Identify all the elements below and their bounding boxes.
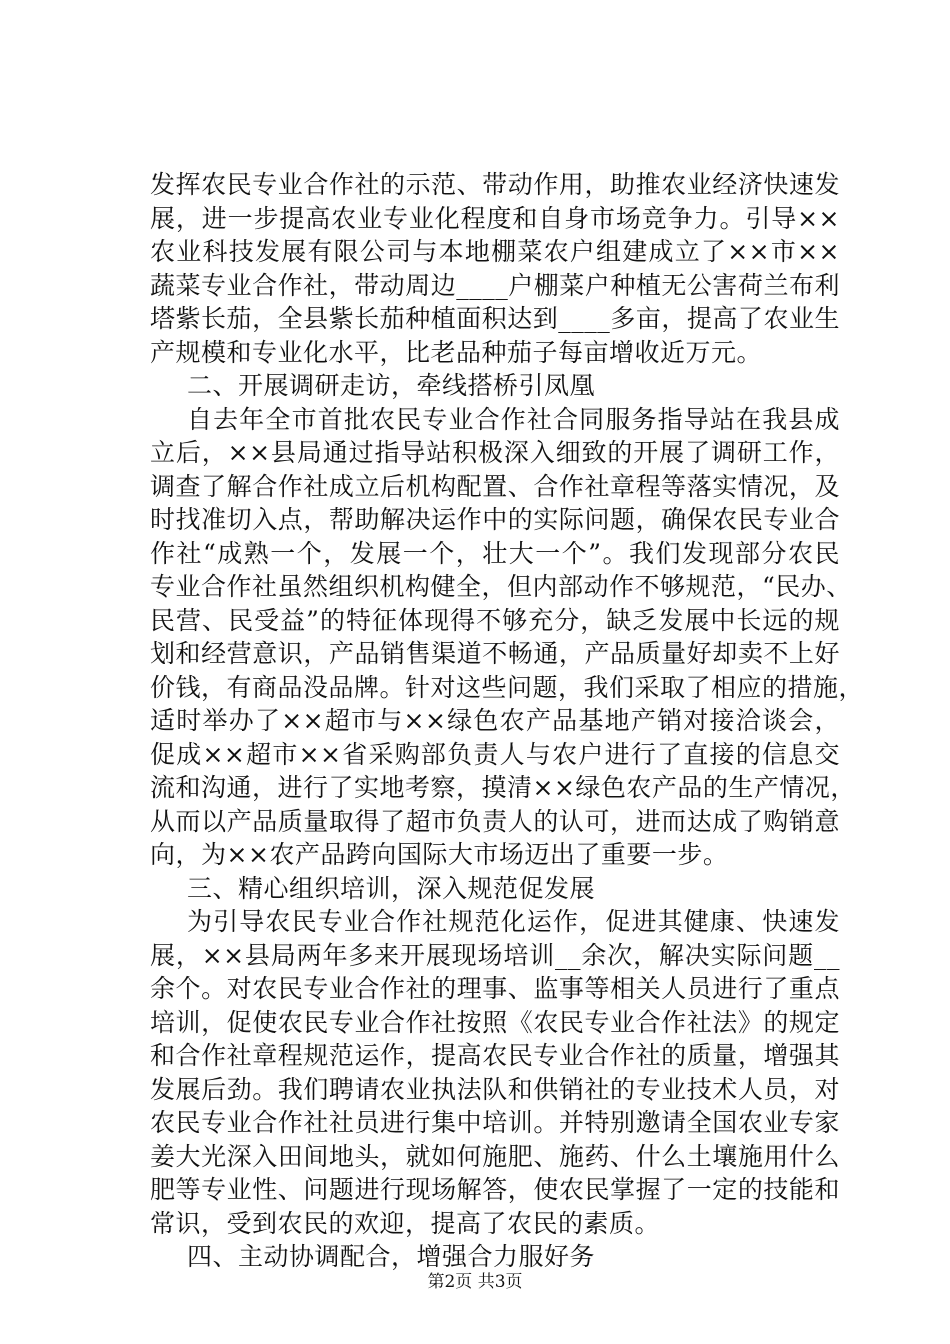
paragraph-line: 余个。对农民专业合作社的理事、监事等相关人员进行了重点 bbox=[150, 974, 840, 1003]
page-footer: 第2页 共3页 bbox=[427, 1272, 523, 1292]
paragraph-line: 展，××县局两年多来开展现场培训__余次，解决实际问题__ bbox=[150, 940, 840, 970]
paragraph-line: 培训，促使农民专业合作社按照《农民专业合作社法》的规定 bbox=[150, 1007, 840, 1037]
paragraph-line: 常识，受到农民的欢迎，提高了农民的素质。 bbox=[150, 1208, 661, 1238]
paragraph-line: 时找准切入点，帮助解决运作中的实际问题，确保农民专业合 bbox=[150, 505, 840, 534]
paragraph-line: 农民专业合作社社员进行集中培训。并特别邀请全国农业专家 bbox=[150, 1108, 840, 1137]
paragraph-line: 塔紫长茄，全县紫长茄种植面积达到____多亩，提高了农业生 bbox=[150, 304, 840, 333]
paragraph-line: 产规模和专业化水平，比老品种茄子每亩增收近万元。 bbox=[150, 337, 763, 367]
paragraph-line: 姜大光深入田间地头，就如何施肥、施药、什么土壤施用什么 bbox=[150, 1141, 840, 1171]
paragraph-line: 适时举办了××超市与××绿色农产品基地产销对接洽谈会， bbox=[150, 706, 840, 735]
paragraph-line: 向，为××农产品跨向国际大市场迈出了重要一步。 bbox=[150, 840, 729, 869]
paragraph-line: 民营、民受益”的特征体现得不够充分，缺乏发展中长远的规 bbox=[150, 605, 840, 635]
section-heading: 三、精心组织培训，深入规范促发展 bbox=[187, 873, 596, 903]
paragraph-line: 专业合作社虽然组织机构健全，但内部动作不够规范，“民办、 bbox=[150, 572, 852, 601]
paragraph-line: 调查了解合作社成立后机构配置、合作社章程等落实情况，及 bbox=[150, 471, 840, 501]
paragraph-line: 价钱，有商品没品牌。针对这些问题，我们采取了相应的措施， bbox=[150, 672, 865, 702]
paragraph-line: 从而以产品质量取得了超市负责人的认可，进而达成了购销意 bbox=[150, 806, 840, 836]
paragraph-line: 为引导农民专业合作社规范化运作，促进其健康、快速发 bbox=[187, 907, 840, 936]
paragraph-line: 蔬菜专业合作社，带动周边____户棚菜户种植无公害荷兰布利 bbox=[150, 270, 840, 300]
paragraph-line: 作社“成熟一个，发展一个，壮大一个”。我们发现部分农民 bbox=[150, 538, 840, 568]
section-heading: 二、开展调研走访，牵线搭桥引凤凰 bbox=[187, 371, 596, 400]
paragraph-line: 划和经营意识，产品销售渠道不畅通，产品质量好却卖不上好 bbox=[150, 639, 840, 668]
paragraph-line: 促成××超市××省采购部负责人与农户进行了直接的信息交 bbox=[150, 739, 840, 769]
paragraph-line: 发展后劲。我们聘请农业执法队和供销社的专业技术人员，对 bbox=[150, 1074, 840, 1104]
paragraph-line: 发挥农民专业合作社的示范、带动作用，助推农业经济快速发 bbox=[150, 170, 840, 199]
paragraph-line: 自去年全市首批农民专业合作社合同服务指导站在我县成 bbox=[187, 404, 840, 434]
paragraph-line: 流和沟通，进行了实地考察，摸清××绿色农产品的生产情况， bbox=[150, 773, 856, 802]
paragraph-line: 农业科技发展有限公司与本地棚菜农户组建成立了××市×× bbox=[150, 237, 840, 266]
section-heading: 四、主动协调配合，增强合力服好务 bbox=[187, 1242, 596, 1271]
document-body bbox=[150, 168, 865, 1274]
paragraph-line: 和合作社章程规范运作，提高农民专业合作社的质量，增强其 bbox=[150, 1041, 840, 1070]
paragraph-line: 肥等专业性、问题进行现场解答，使农民掌握了一定的技能和 bbox=[150, 1175, 840, 1204]
paragraph-line: 展，进一步提高农业专业化程度和自身市场竞争力。引导×× bbox=[150, 203, 840, 233]
paragraph-line: 立后，××县局通过指导站积极深入细致的开展了调研工作， bbox=[150, 438, 840, 467]
